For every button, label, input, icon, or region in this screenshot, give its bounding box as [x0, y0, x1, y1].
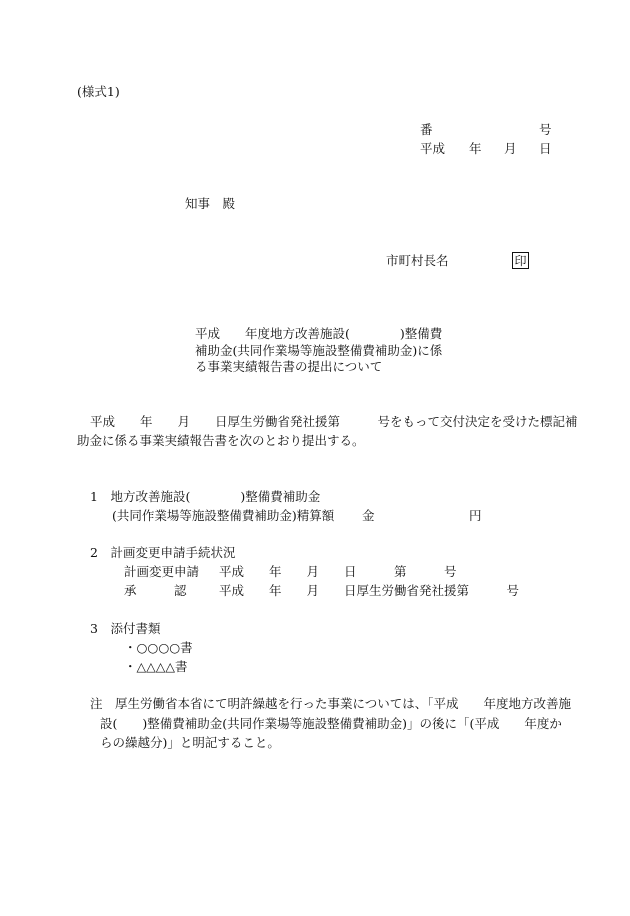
attachment-2: ・△△△△書	[124, 659, 188, 674]
approval-date: 平成 年 月 日厚生労働省発社援第 号	[219, 583, 520, 598]
date-era: 平成	[420, 141, 446, 156]
date-month: 月	[504, 141, 517, 156]
note-line-2: 設( )整備費補助金(共同作業場等施設整備費補助金)」の後に「(平成 年度か	[100, 716, 562, 731]
amount-prefix: 金	[362, 508, 375, 523]
approval-label: 承 認	[124, 583, 187, 598]
number-suffix: 号	[539, 122, 552, 137]
body-line-1: 平成 年 月 日厚生労働省発社援第 号をもって交付決定を受けた標記補	[90, 414, 578, 429]
date-year: 年	[469, 141, 482, 156]
plan-change-date: 平成 年 月 日 第 号	[219, 564, 457, 579]
body-line-2: 助金に係る事業実績報告書を次のとおり提出する。	[77, 433, 365, 448]
note-line-3: らの繰越分)」と明記すること。	[100, 735, 280, 750]
subject-line-1: 平成 年度地方改善施設( )整備費	[195, 326, 443, 341]
number-prefix: 番	[420, 122, 433, 137]
addressee: 知事 殿	[185, 196, 236, 211]
sender-name-label: 市町村長名	[386, 253, 449, 268]
attachment-1: ・○○○○書	[124, 640, 193, 655]
item-3-title: 3 添付書類	[90, 621, 161, 636]
item-1-title: 1 地方改善施設( )整備費補助金	[90, 489, 321, 504]
plan-change-label: 計画変更申請	[124, 564, 200, 579]
item-2-title: 2 計画変更申請手続状況	[90, 545, 236, 560]
subject-line-3: る事業実績報告書の提出について	[195, 359, 383, 374]
date-day: 日	[539, 141, 552, 156]
amount-suffix: 円	[469, 508, 482, 523]
item-1-detail: (共同作業場等施設整備費補助金)精算額	[112, 508, 335, 523]
form-label: (様式1)	[77, 84, 120, 99]
seal-char: 印	[514, 253, 527, 268]
note-line-1: 注 厚生労働省本省にて明許繰越を行った事業については、「平成 年度地方改善施	[90, 696, 572, 711]
subject-line-2: 補助金(共同作業場等施設整備費補助金)に係	[195, 343, 443, 358]
seal-mark	[512, 252, 529, 269]
